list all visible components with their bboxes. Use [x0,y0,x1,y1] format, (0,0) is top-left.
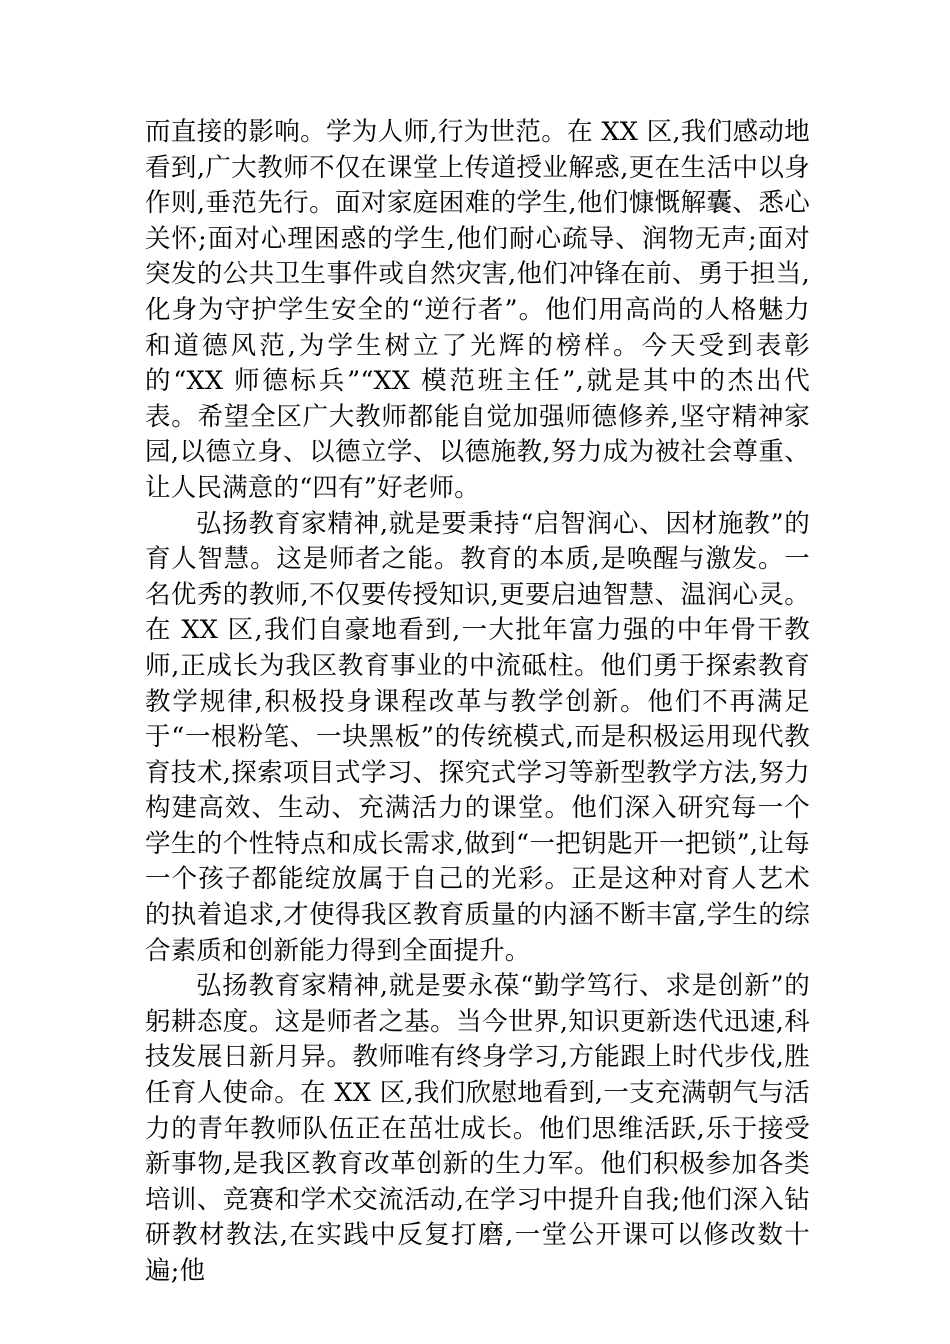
paragraph-2: 弘扬教育家精神,就是要秉持“启智润心、因材施教”的育人智慧。这是师者之能。教育的本质,是唤醒与激发。一名优秀的教师,不仅要传授知识,更要启迪智慧、温润心灵。在 XX 区,我们自豪地看到,一大批年富力强的中年骨干教师,正成长为我区教育事业的中流砥柱。他们勇于探索教育教学规律,积极投身课程改革与教学创新。他们不再满足于“一根粉笔、一块黑板”的传统模式,而是积极运用现代教育技术,探索项目式学习、探究式学习等新型教学方法,努力构建高效、生动、充满活力的课堂。他们深入研究每一个学生的个性特点和成长需求,做到“一把钥匙开一把锁”,让每一个孩子都能绽放属于自己的光彩。正是这种对育人艺术的执着追求,才使得我区教育质量的内涵不断丰富,学生的综合素质和创新能力得到全面提升。 [145,508,810,966]
paragraph-3: 弘扬教育家精神,就是要永葆“勤学笃行、求是创新”的躬耕态度。这是师者之基。当今世界,知识更新迭代迅速,科技发展日新月异。教师唯有终身学习,方能跟上时代步伐,胜任育人使命。在 XX 区,我们欣慰地看到,一支充满朝气与活力的青年教师队伍正在茁壮成长。他们思维活跃,乐于接受新事物,是我区教育改革创新的生力军。他们积极参加各类培训、竞赛和学术交流活动,在学习中提升自我;他们深入钻研教材教法,在实践中反复打磨,一堂公开课可以修改数十遍;他 [145,971,810,1286]
paragraph-1: 而直接的影响。学为人师,行为世范。在 XX 区,我们感动地看到,广大教师不仅在课堂上传道授业解惑,更在生活中以身作则,垂范先行。面对家庭困难的学生,他们慷慨解囊、悉心关怀;面对心理困惑的学生,他们耐心疏导、润物无声;面对突发的公共卫生事件或自然灾害,他们冲锋在前、勇于担当,化身为守护学生安全的“逆行者”。他们用高尚的人格魅力和道德风范,为学生树立了光辉的榜样。今天受到表彰的“XX 师德标兵”“XX 模范班主任”,就是其中的杰出代表。希望全区广大教师都能自觉加强师德修养,坚守精神家园,以德立身、以德立学、以德施教,努力成为被社会尊重、让人民满意的“四有”好老师。 [145,117,810,503]
document-body [145,115,810,1290]
